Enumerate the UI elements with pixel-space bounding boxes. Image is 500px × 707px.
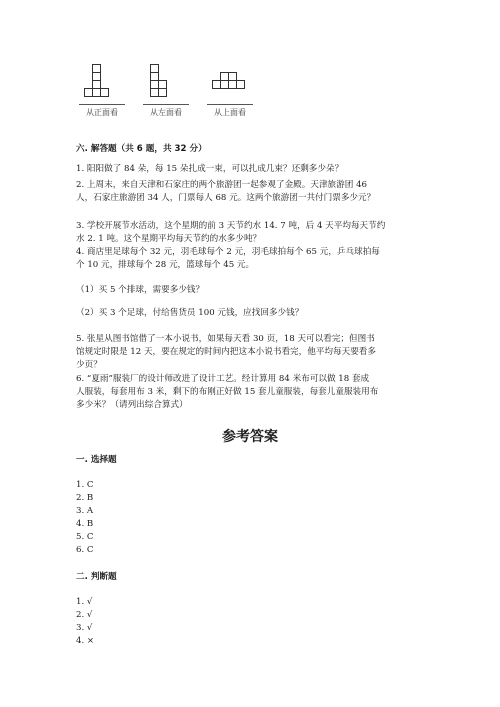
question-line: （2）买 3 个足球，付给售货员 100 元钱，应找回多少钱？	[76, 308, 304, 318]
choice-answer: 6. C	[76, 545, 94, 555]
judge-heading: 二. 判断题	[76, 572, 117, 582]
question-line: 5. 张星从图书馆借了一本小说书，如果每天看 30 页，18 天可以看完；但图书	[76, 334, 375, 344]
choice-answer: 1. C	[76, 480, 94, 490]
question-line: 个 10 元，排球每个 28 元，篮球每个 45 元。	[76, 260, 255, 270]
judge-answer: 2. √	[76, 610, 93, 620]
left-view-caption: 从左面看	[138, 104, 194, 118]
question-line: 人，石家庄旅游团 34 人，门票每人 68 元。这两个旅游团一共付门票多少元？	[76, 193, 376, 203]
top-view-caption: 从上面看	[202, 104, 258, 118]
three-view-figures	[78, 58, 268, 120]
question-line: 1. 阳阳做了 84 朵，每 15 朵扎成一束，可以扎成几束？还剩多少朵？	[76, 164, 344, 174]
question-line: 多少米？（请列出综合算式）	[76, 400, 188, 410]
judge-answer: 3. √	[76, 623, 93, 633]
front-view-caption: 从正面看	[74, 104, 130, 118]
section-heading-answer-questions: 六. 解答题（共 6 题，共 32 分）	[76, 144, 207, 154]
question-line: 3. 学校开展节水活动，这个星期的前 3 天节约水 14. 7 吨，后 4 天平均每天节约	[76, 221, 386, 231]
choice-answer: 4. B	[76, 519, 94, 529]
judge-answer: 4. ×	[76, 636, 95, 646]
choice-heading: 一. 选择题	[76, 455, 117, 465]
question-line: 人服装，每套用布 3 米，剩下的布刚正好做 15 套儿童服装，每套儿童服装用布	[76, 387, 379, 397]
question-line: 2. 上周末，来自天津和石家庄的两个旅游团一起参观了金殿。天津旅游团 46	[76, 180, 368, 190]
answer-key-title: 参考答案	[222, 429, 278, 445]
question-line: 6. “夏雨”服装厂的设计师改进了设计工艺。经计算用 84 米布可以做 18 套成	[76, 374, 370, 384]
question-line: 馆规定时限是 12 天，要在规定的时间内把这本小说书看完，他平均每天要看多	[76, 347, 376, 357]
choice-answer: 3. A	[76, 506, 94, 516]
question-line: （1）买 5 个排球，需要多少钱？	[76, 285, 205, 295]
question-line: 水 2. 1 吨。这个星期平均每天节约的水多少吨？	[76, 234, 262, 244]
question-line: 4. 商店里足球每个 32 元，羽毛球每个 2 元，羽毛球拍每个 65 元，乒乓球拍每	[76, 247, 380, 257]
choice-answer: 2. B	[76, 493, 94, 503]
question-line: 少页？	[76, 360, 102, 370]
choice-answer: 5. C	[76, 532, 94, 542]
judge-answer: 1. √	[76, 597, 93, 607]
